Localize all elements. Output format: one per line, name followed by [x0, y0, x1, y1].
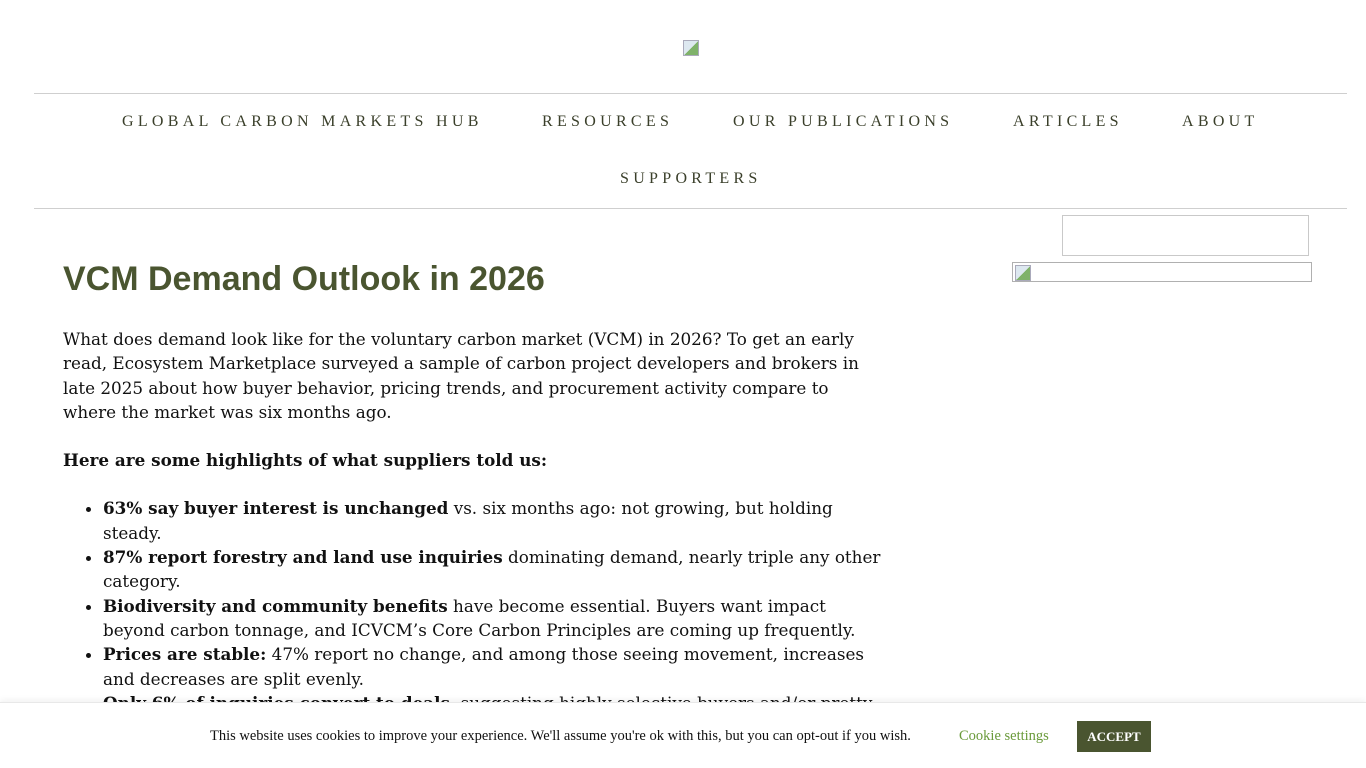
page-title: VCM Demand Outlook in 2026 — [63, 260, 545, 298]
nav-item-about[interactable]: ABOUT — [1182, 113, 1259, 130]
list-item: • Prices are stable: 47% report no change, and among those seeing movement, increases and decreases are split evenly. — [103, 642, 883, 691]
site-logo[interactable] — [683, 40, 699, 56]
nav-item-articles[interactable]: ARTICLES — [1013, 113, 1123, 130]
list-item: • Biodiversity and community benefits have become essential. Buyers want impact beyond carbon tonnage, and ICVCM’s Core Carbon Principles are coming up frequently. — [103, 594, 883, 643]
cookie-consent-bar — [0, 702, 1366, 768]
broken-image-icon — [1015, 265, 1031, 281]
article-body — [63, 327, 883, 715]
list-item: • 63% say buyer interest is unchanged vs. six months ago: not growing, but holding steady. — [103, 496, 883, 545]
accept-cookies-button[interactable]: ACCEPT — [1077, 721, 1151, 752]
intro-paragraph: What does demand look like for the voluntary carbon market (VCM) in 2026? To get an early read, Ecosystem Marketplace surveyed a sample of carbon project developers and brokers in late 2025 about how buyer behavior, pricing trends, and procurement activity compare to where the market was six months ago. — [63, 329, 859, 422]
nav-item-supporters[interactable]: SUPPORTERS — [620, 170, 762, 187]
highlights-heading: Here are some highlights of what suppliers told us: — [63, 450, 548, 471]
highlights-list — [103, 496, 883, 715]
list-item: • 87% report forestry and land use inquiries dominating demand, nearly triple any other category. — [103, 545, 883, 594]
sidebar-search-input[interactable] — [1062, 215, 1309, 256]
cookie-settings-link[interactable]: Cookie settings — [959, 728, 1049, 744]
nav-item-resources[interactable]: RESOURCES — [542, 113, 674, 130]
cookie-message: This website uses cookies to improve your experience. We'll assume you're ok with this, but you can opt-out if you wish. — [210, 728, 911, 744]
nav-item-global-carbon-markets-hub[interactable]: GLOBAL CARBON MARKETS HUB — [122, 113, 483, 130]
nav-item-our-publications[interactable]: OUR PUBLICATIONS — [733, 113, 954, 130]
main-nav — [34, 93, 1347, 209]
broken-image-icon — [683, 40, 699, 56]
sidebar-banner-image[interactable] — [1012, 262, 1312, 282]
